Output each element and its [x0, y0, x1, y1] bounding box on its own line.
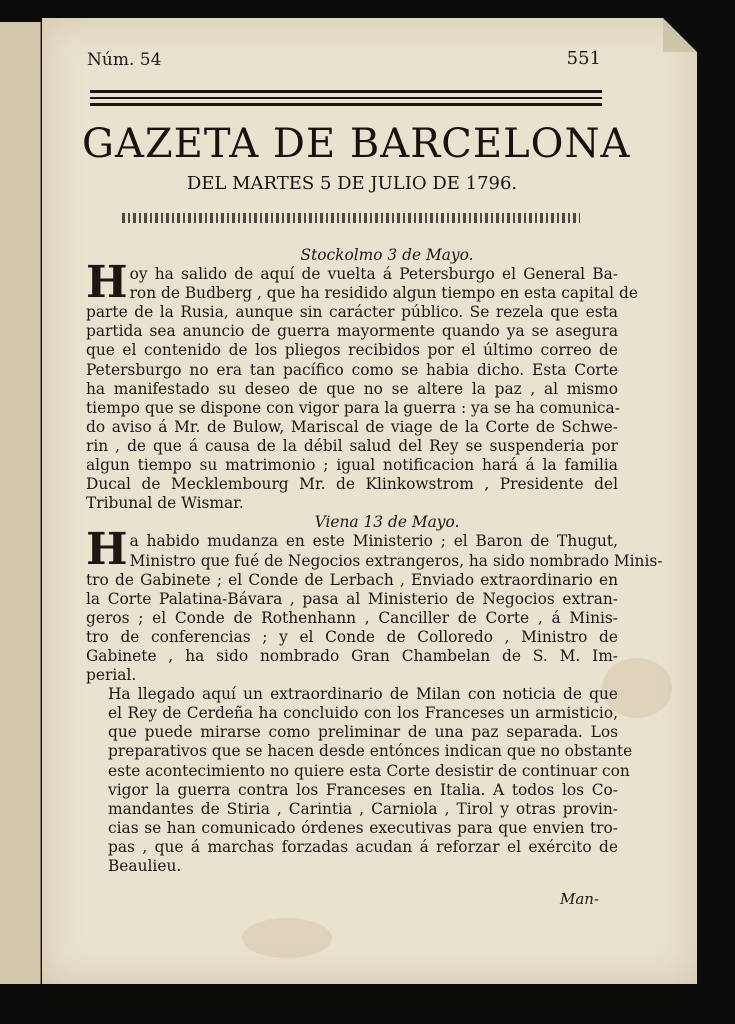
text-line: do aviso á Mr. de Bulow, Mariscal de viage de la Corte de Schwe- — [86, 417, 618, 436]
text-line: que el contenido de los pliegos recibidos por el último correo de — [86, 341, 618, 360]
folded-corner — [663, 18, 697, 52]
article-body — [86, 246, 663, 876]
facing-page-edge — [0, 22, 41, 984]
text-line: vigor la guerra contra los Franceses en Italia. A todos los Co- — [108, 780, 618, 799]
drop-cap: H — [86, 257, 128, 309]
text-line: a habido mudanza en este Ministerio ; el Baron de Thugut, — [129, 532, 618, 551]
newspaper-page — [42, 18, 697, 984]
text-line: pas , que á marchas forzadas acudan á reforzar el exército de — [108, 837, 618, 856]
article-vienna — [86, 524, 663, 685]
article-paragraph — [86, 685, 633, 876]
text-line: mandantes de Stiria , Carintia , Carniola , Tirol y otras provin- — [108, 799, 618, 818]
text-line: Ha llegado aquí un extraordinario de Milan con noticia de que — [108, 685, 618, 704]
text-line: ron de Budberg , que ha residido algun tiempo en esta capital de — [129, 284, 638, 303]
text-line: perial. — [86, 666, 137, 685]
article-stockholm — [86, 257, 638, 513]
issue-number: Núm. 54 — [87, 50, 162, 70]
text-line: el Rey de Cerdeña ha concluido con los Franceses un armisticio, — [108, 704, 618, 723]
drop-cap: H — [86, 524, 128, 576]
text-line: Beaulieu. — [108, 857, 182, 875]
text-line: que puede mirarse como preliminar de una paz separada. Los — [108, 723, 618, 742]
article-dateline-vienna: Viena 13 de Mayo. — [314, 513, 460, 532]
text-line: oy ha salido de aquí de vuelta á Petersburgo el General Ba- — [129, 265, 618, 284]
text-line: Ministro que fué de Negocios extrangeros, ha sido nombrado Minis- — [129, 551, 663, 570]
text-line: tiempo que se dispone con vigor para la guerra : ya se ha comunica- — [86, 398, 620, 417]
text-line: Ducal de Mecklembourg Mr. de Klinkowstrom , Presidente del — [86, 475, 618, 494]
text-line: geros ; el Conde de Rothenhann , Canciller de Corte , á Minis- — [86, 608, 618, 627]
text-line: cias se han comunicado órdenes executivas para que envien tro- — [108, 818, 618, 837]
text-line: este acontecimiento no quiere esta Corte desistir de continuar con — [108, 761, 630, 780]
paper-stain — [242, 918, 332, 958]
masthead-title: GAZETA DE BARCELONA — [82, 121, 631, 167]
top-rule-thin — [90, 97, 602, 99]
text-line: parte de la Rusia, aunque sin carácter público. Se rezela que esta — [86, 303, 618, 322]
article-dateline-stockholm: Stockolmo 3 de Mayo. — [300, 246, 474, 264]
text-line: Tribunal de Wismar. — [86, 494, 244, 513]
catchword: Man- — [559, 890, 599, 908]
ornamental-divider — [122, 213, 580, 223]
dateline: DEL MARTES 5 DE JULIO DE 1796. — [186, 173, 518, 194]
text-line: preparativos que se hacen desde entónces indican que no obstante — [108, 742, 633, 761]
top-rule — [90, 103, 602, 106]
page-number: 551 — [566, 48, 601, 69]
text-line: algun tiempo su matrimonio ; igual notificacion hará á la familia — [86, 456, 618, 475]
top-rule — [90, 90, 602, 93]
article-text — [86, 257, 638, 513]
text-line: ha manifestado su deseo de que no se altere la paz , al mismo — [86, 379, 618, 398]
article-text — [86, 524, 663, 685]
text-line: tro de Gabinete ; el Conde de Lerbach , Enviado extraordinario en — [86, 570, 618, 589]
text-line: Petersburgo no era tan pacífico como se habia dicho. Esta Corte — [86, 360, 618, 379]
text-line: partida sea anuncio de guerra mayormente quando ya se asegura — [86, 322, 618, 341]
text-line: Gabinete , ha sido nombrado Gran Chambelan de S. M. Im- — [86, 646, 618, 665]
text-line: tro de conferencias ; y el Conde de Colloredo , Ministro de — [86, 627, 618, 646]
text-line: rin , de que á causa de la débil salud del Rey se suspenderia por — [86, 436, 618, 455]
text-line: la Corte Palatina-Bávara , pasa al Ministerio de Negocios extran- — [86, 589, 618, 608]
